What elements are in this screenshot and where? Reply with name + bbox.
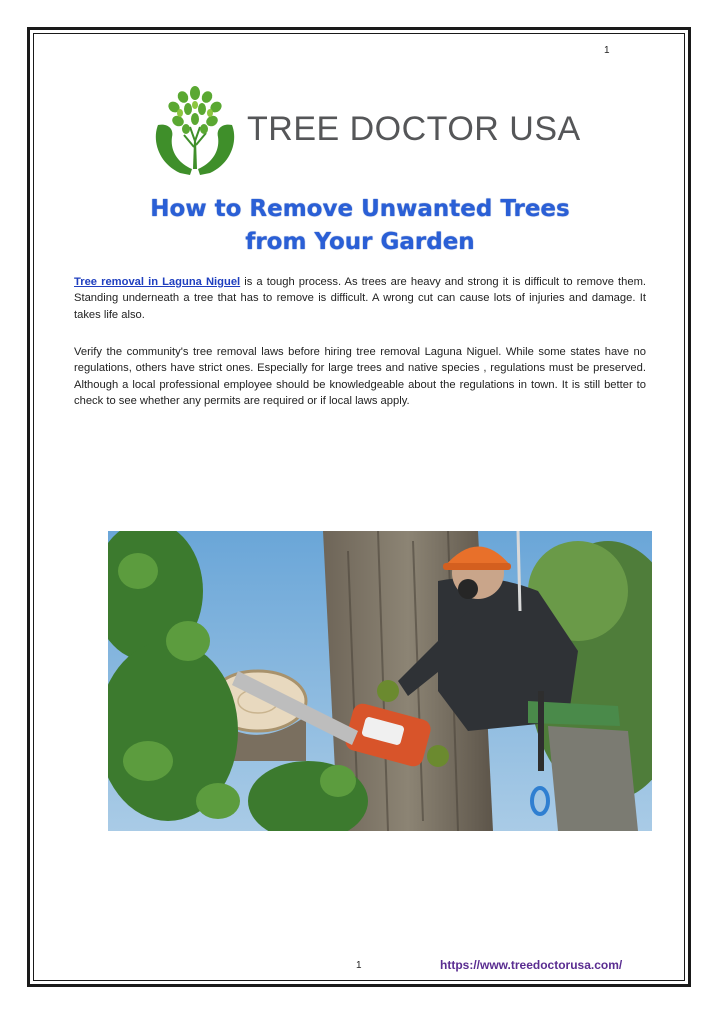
- article-title: [60, 193, 660, 259]
- tree-removal-link[interactable]: Tree removal in Laguna Niguel: [74, 276, 241, 288]
- footer-url-link[interactable]: https://www.treedoctorusa.com/: [440, 958, 623, 972]
- paragraph-1-text: is a tough process. As trees are heavy and strong it is difficult to remove them. Standing underneath a tree that has to remove is difficult. A wrong cut can cause lots of injuries and damage. It takes life also.: [74, 276, 646, 321]
- article-title-line1: How to Remove Unwanted Trees: [150, 196, 570, 222]
- page-number-top: 1: [604, 45, 610, 56]
- paragraph-2: Verify the community's tree removal laws before hiring tree removal Laguna Niguel. While some states have no regulations, others have strict ones. Especially for large trees and native species , regulations must be preserved. Although a local professional employee should be knowledgeable about the regulations in town. It is still better to check to see whether any permits are required or if local laws apply.: [74, 346, 646, 407]
- article-title-line2: from Your Garden: [245, 229, 475, 255]
- arborist-cutting-tree-with-chainsaw-photo: [108, 531, 652, 831]
- logo-wordmark: TREE DOCTOR USA: [247, 110, 581, 148]
- paragraph-1: [74, 274, 646, 323]
- page-number-bottom: 1: [356, 960, 362, 971]
